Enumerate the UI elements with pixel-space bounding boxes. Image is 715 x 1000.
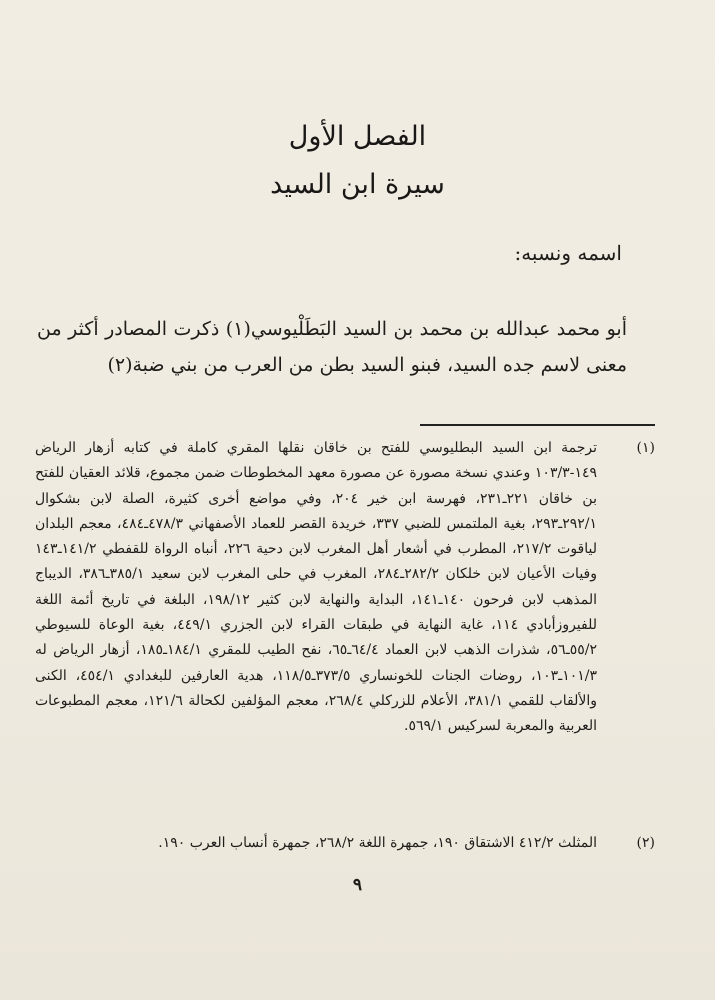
footnote-number: (١) bbox=[636, 440, 655, 456]
footnote-2 bbox=[35, 831, 655, 856]
chapter-subtitle: سيرة ابن السيد bbox=[270, 169, 445, 200]
footnote-divider bbox=[420, 424, 655, 426]
footnote-text: المثلث ٤١٢/٢ الاشتقاق ١٩٠، جمهرة اللغة ٢٦٨/٢، جمهرة أنساب العرب ١٩٠. bbox=[158, 835, 597, 851]
chapter-title: الفصل الأول bbox=[288, 121, 427, 152]
body-paragraph: أبو محمد عبدالله بن محمد بن السيد البَطَلْيوسي(١) ذكرت المصادر أكثر من معنى لاسم جده السيد، فبنو السيد بطن من العرب من بني ضبة(٢) bbox=[37, 318, 627, 376]
section-heading: اسمه ونسبه: bbox=[514, 241, 622, 265]
footnote-1 bbox=[35, 436, 655, 740]
footnote-number: (٢) bbox=[636, 835, 655, 851]
page-number: ٩ bbox=[352, 875, 363, 895]
footnote-text: ترجمة ابن السيد البطليوسي للفتح بن خاقان نقلها المقري كاملة في كتابه أزهار الرياض ١٤٩-١٠٣/٣ وعندي نسخة مصورة عن مصورة معهد المخطوطات ضمن مجموع، قلائد العقيان للفتح بن خاقان ٢٢١ـ٢٣١، فهرسة ابن خير ٢٠٤، وفي مواضع أخرى كثيرة، الصلة لابن بشكوال ٢٩٢/١ـ٢٩٣، بغية الملتمس للضبي ٣٣٧، خريدة القصر للعماد الأصفهاني ٤٧٨/٣ـ٤٨٤، معجم البلدان لياقوت ٢١٧/٢، المطرب في أشعار أهل المغرب لابن دحية ٢٢٦، أنباه الرواة للقفطي ١٤١/٢ـ١٤٣ وفيات الأعيان لابن خلكان ٢٨٢/٢ـ٢٨٤، المغرب في حلى المغرب لابن سعيد ٣٨٥/١ـ٣٨٦، الديباج المذهب لابن فرحون ١٤٠ـ١٤١، البداية والنهاية لابن كثير ١٩٨/١٢، البلغة في تاريخ أئمة اللغة للفيروزأبادي ١١٤، غاية النهاية في طبقات القراء لابن الجزري ٤٤٩/١، بغية الوعاة للسيوطي ٥٥/٢ـ٥٦، شذرات الذهب لابن العماد ٦٤/٤ـ٦٥، نفح الطيب للمقري ١٨٤/١ـ١٨٥، أزهار الرياض له ١٠١/٣ـ١٠٣، روضات الجنات للخونساري ٣٧٣/٥ـ١١٨/٥، هدية العارفين للبغدادي ٤٥٤/١، الكنى والألقاب للقمي ٣٨١/١، الأعلام للزركلي ٢٦٨/٤، معجم المؤلفين لكحالة ١٢١/٦، معجم المطبوعات العربية والمعربة لسركيس ٥٦٩/١. bbox=[35, 440, 598, 735]
